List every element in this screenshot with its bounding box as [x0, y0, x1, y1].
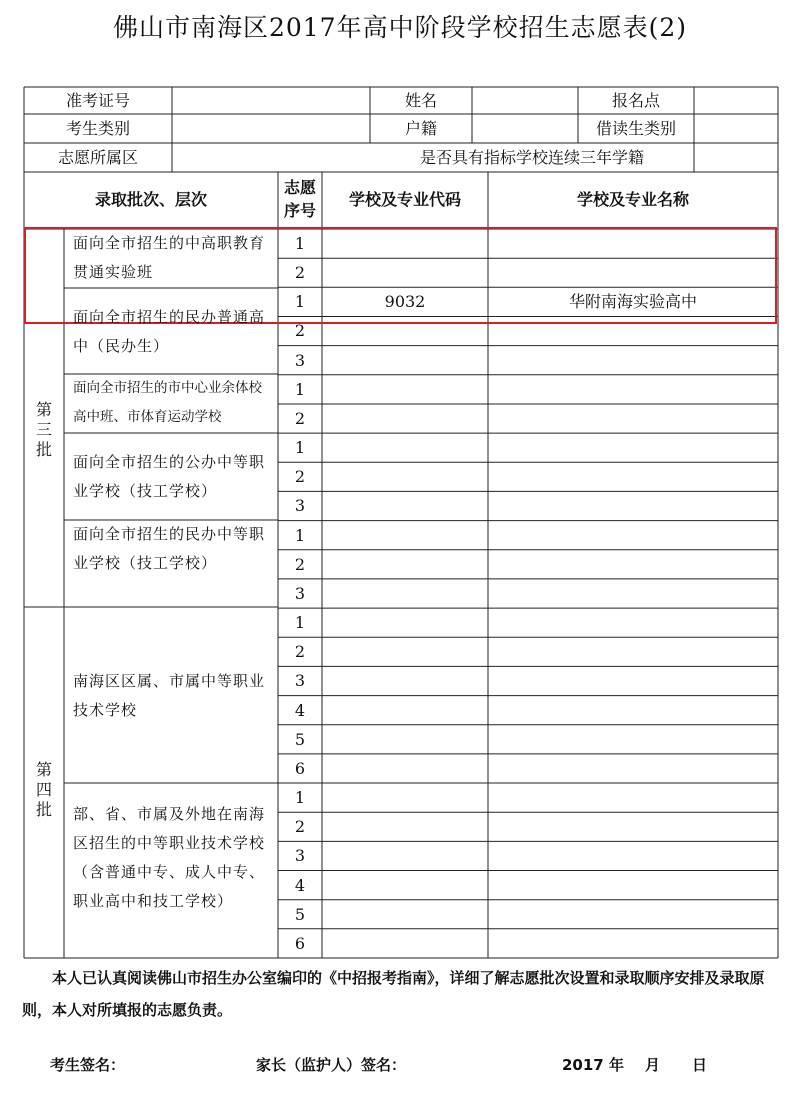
choice-seq: 3 [294, 496, 306, 516]
choice-seq: 5 [294, 904, 306, 924]
group-label: 面向全市招生的民办普通高中（民办生） [73, 308, 266, 355]
date-year: 2017 年 [562, 1056, 624, 1074]
date-day: 日 [692, 1056, 708, 1074]
parent-signature-label: 家长（监护人）签名： [256, 1056, 407, 1074]
choice-seq: 3 [294, 583, 306, 603]
group-label: 部、省、市属及外地在南海区招生的中等职业技术学校（含普通中专、成人中专、职业高中和技工学校） [73, 805, 266, 910]
header-seq-line1: 志愿 [283, 178, 316, 197]
choice-seq: 4 [294, 875, 306, 895]
header-seq-line2: 序号 [283, 201, 316, 220]
choice-seq: 1 [294, 379, 306, 399]
choice-seq: 1 [294, 438, 306, 458]
choice-seq: 2 [294, 817, 306, 837]
date-month: 月 [645, 1056, 661, 1074]
indicator-label: 是否具有指标学校连续三年学籍 [419, 148, 644, 167]
student-signature-label: 考生签名： [50, 1056, 126, 1074]
batch-4-label: 第四批 [35, 760, 52, 819]
exam-id-label: 准考证号 [65, 91, 130, 110]
choice-seq: 2 [294, 642, 306, 662]
group-label: 面向全市招生的市中心业余体校高中班、市体育运动学校 [73, 380, 262, 425]
choice-seq: 6 [294, 933, 306, 953]
page-title: 佛山市南海区2017年高中阶段学校招生志愿表(2) [112, 13, 688, 42]
choice-seq: 3 [294, 671, 306, 691]
borrow-label: 借读生类别 [595, 119, 676, 138]
choice-seq: 3 [294, 846, 306, 866]
choice-seq: 3 [294, 350, 306, 370]
header-code: 学校及专业代码 [348, 190, 461, 209]
category-label: 考生类别 [65, 119, 130, 138]
choice-seq: 1 [294, 613, 306, 633]
site-label: 报名点 [611, 91, 660, 110]
choice-seq: 2 [294, 263, 306, 283]
group-label: 面向全市招生的民办中等职业学校（技工学校） [73, 525, 266, 572]
school-code-cell[interactable]: 9032 [384, 292, 426, 312]
choice-seq: 1 [294, 234, 306, 253]
group-label: 面向全市招生的公办中等职业学校（技工学校） [73, 453, 266, 500]
choice-seq: 2 [294, 321, 306, 341]
choice-seq: 2 [294, 554, 306, 574]
choice-seq: 4 [294, 700, 306, 720]
header-batch-level: 录取批次、层次 [94, 190, 207, 209]
group-label: 面向全市招生的中高职教育贯通实验班 [73, 234, 266, 281]
choice-seq: 6 [294, 758, 306, 778]
choice-seq: 2 [294, 467, 306, 487]
declaration-note: 本人已认真阅读佛山市招生办公室编印的《中招报考指南》，详细了解志愿批次设置和录取顺序安排及录取原则，本人对所填报的志愿负责。 [22, 969, 765, 1019]
choice-seq: 1 [294, 788, 306, 808]
group-label: 南海区区属、市属中等职业技术学校 [73, 672, 266, 719]
household-label: 户籍 [404, 119, 437, 138]
choice-seq: 5 [294, 729, 306, 749]
school-name-cell[interactable]: 华附南海实验高中 [568, 292, 697, 312]
header-name: 学校及专业名称 [576, 190, 689, 209]
choice-seq: 2 [294, 408, 306, 428]
choice-seq: 1 [294, 525, 306, 545]
choice-seq: 1 [294, 292, 306, 312]
district-label: 志愿所属区 [57, 148, 138, 167]
name-label: 姓名 [404, 91, 437, 110]
batch-3-label: 第三批 [35, 400, 52, 459]
